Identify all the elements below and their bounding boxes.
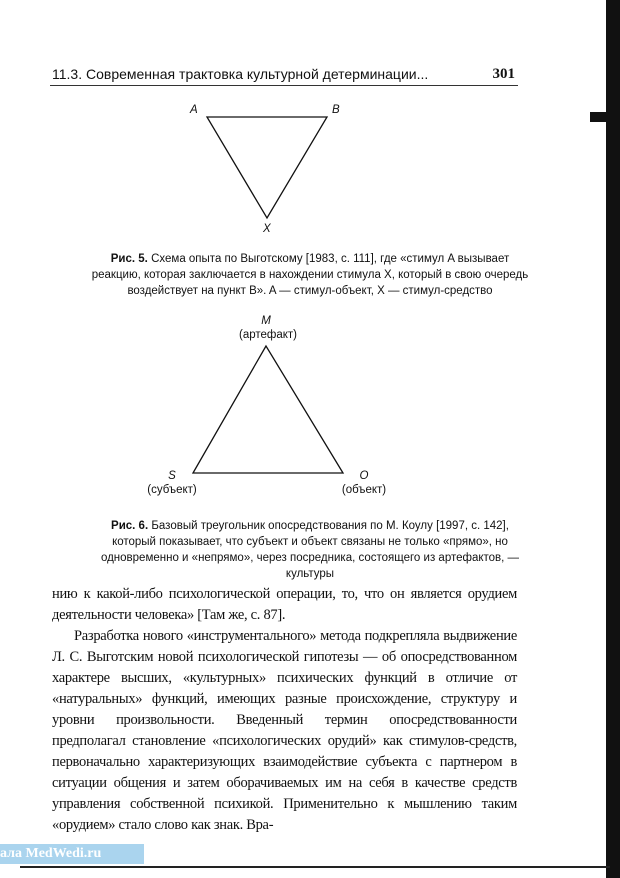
watermark: ала MedWedi.ru — [0, 844, 144, 864]
fig6-label-m: M — [261, 315, 271, 327]
scan-mark — [590, 112, 610, 122]
paragraph: нию к какой-либо психологической операции, то, что он является орудием деятельности человека» [Там же, с. 87]. — [52, 586, 517, 623]
figure6-caption — [40, 518, 580, 582]
fig6-caption-label: Рис. 6. — [111, 520, 149, 532]
figure5-triangle — [207, 117, 327, 218]
fig6-caption-text: Базовый треугольник опосредствования по М. Коулу [1997, с. 142], который показывает, что субъект и объект связаны не только «прямо», но одновременно и «непрямо», через посредника, состоящего из артефактов, — культуры — [100, 520, 520, 580]
fig6-label-s: S — [168, 470, 176, 482]
paragraph: Разработка нового «инструментального» метода подкрепляла выдвижение Л. С. Выготским новой психологической гипотезы — об опосредствованном характере высших, «культурных» психических функций в отличие от «натуральных» функций, имеющих разные происхождение, структуру и уровни произвольности. Введенный термин опосредствованности предполагал становление «психологических орудий» как стимулов-средств, первоначально характеризующих взаимодействие субъекта с партнером в ситуации общения и затем оборачиваемых им на себя в качестве средств управления собственной психикой. Применительно к мышлению таким «орудием» стало слово как знак. Вра- — [52, 628, 517, 833]
figure5-caption — [40, 251, 580, 299]
body-text — [52, 584, 517, 836]
fig6-label-o-sub: (объект) — [341, 484, 387, 496]
page-number: 301 — [492, 66, 515, 82]
scan-edge — [606, 0, 620, 878]
fig5-caption-label: Рис. 5. — [110, 253, 148, 265]
fig6-label-m-sub: (артефакт) — [238, 329, 298, 341]
fig6-label-s-sub: (субъект) — [147, 484, 197, 496]
fig6-label-o: O — [359, 470, 369, 482]
running-title: 11.3. Современная трактовка культурной детерминации... — [52, 66, 429, 82]
fig5-label-b: B — [332, 104, 340, 116]
figure6-triangle — [193, 346, 343, 473]
fig5-label-a: A — [190, 104, 198, 116]
fig5-caption-text: Схема опыта по Выготскому [1983, с. 111], где «стимул A вызывает реакцию, которая заключается в нахождении стимула X, который в свою очередь воздействует на пункт B». A — стимул-объект, X — стимул-средство — [91, 253, 529, 297]
fig5-label-x: X — [263, 223, 271, 235]
scan-bottom-edge — [20, 866, 610, 868]
